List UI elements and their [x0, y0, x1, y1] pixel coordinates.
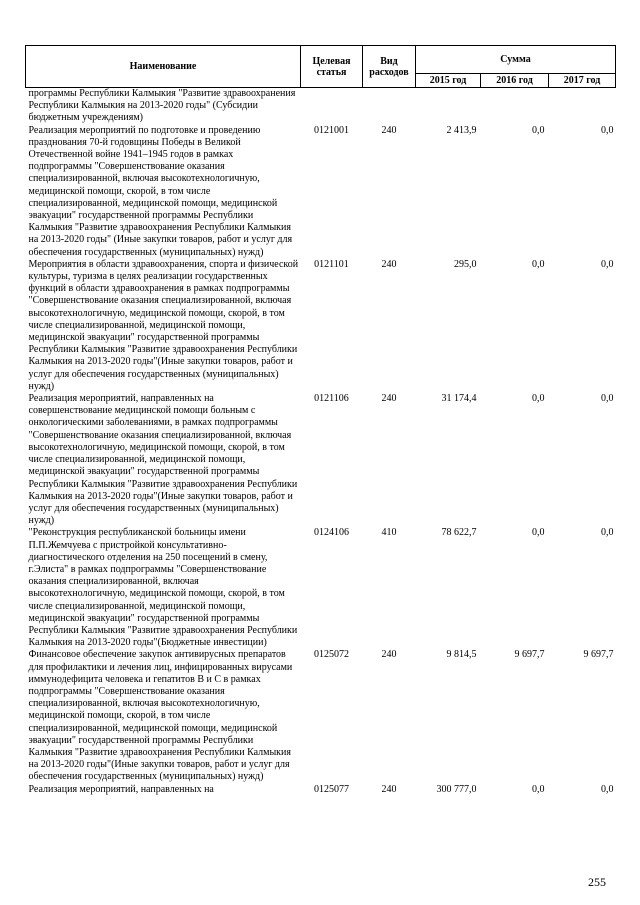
- page-number: 255: [588, 875, 606, 889]
- table-row: [26, 527, 616, 649]
- row-sum-2017: 0,0: [601, 258, 614, 270]
- row-sum-2015: 295,0: [454, 258, 477, 270]
- row-target-article: 0125072: [314, 649, 349, 661]
- row-sum-2015: 31 174,4: [441, 393, 477, 405]
- table-row: [26, 649, 616, 783]
- header-year-2017: 2017 год: [549, 74, 616, 88]
- row-sum-2015: 78 622,7: [441, 527, 477, 539]
- row-sum-2017: 0,0: [601, 527, 614, 539]
- row-name: Мероприятия в области здравоохранения, спорта и физической культуры, туризма в целях реализации государственных функций в области здравоохранения в рамках подпрограммы "Совершенствование оказания специализированной, включая высокотехнологичную, медицинской помощи, скорой, в том числе специализированной, медицинской помощи, медицинской эвакуации" государственной программы Республики Калмыкия "Развитие здравоохранения Республики Калмыкия на 2013-2020 годы"(Иные закупки товаров, работ и услуг для обеспечения государственных (муниципальных) нужд): [28, 258, 299, 392]
- header-year-2015: 2015 год: [416, 74, 481, 88]
- row-expense-type: 240: [381, 393, 397, 405]
- budget-table: [25, 45, 616, 796]
- row-expense-type: 240: [381, 124, 397, 136]
- row-target-article: 0121106: [314, 393, 349, 405]
- row-expense-type: 240: [381, 783, 397, 795]
- header-name: Наименование: [26, 46, 301, 88]
- row-target-article: 0124106: [314, 527, 349, 539]
- row-sum-2016: 0,0: [532, 527, 545, 539]
- row-name: "Реконструкция республиканской больницы имени П.П.Жемчуева с пристройкой консультативно-диагностического отделения на 250 посещений в смену, г.Элиста" в рамках подпрограммы "Совершенствование оказания специализированной, включая высокотехнологичную, медицинской помощи, скорой, в том числе специализированной, медицинской помощи, медицинской эвакуации" государственной программы Республики Калмыкия "Развитие здравоохранения Республики Калмыкия на 2013-2020 годы"(Бюджетные инвестиции): [28, 527, 298, 649]
- header-year-2016: 2016 год: [481, 74, 549, 88]
- row-target-article: 0125077: [314, 783, 349, 795]
- header-sum: Сумма: [416, 46, 616, 74]
- table-header: [26, 46, 616, 88]
- row-expense-type: 240: [381, 258, 397, 270]
- row-sum-2016: 0,0: [532, 258, 545, 270]
- row-name: Реализация мероприятий по подготовке и проведению празднования 70-й годовщины Победы в Великой Отечественной войне 1941–1945 годов в рамках подпрограммы "Совершенствование оказания специализированной, включая высокотехнологичную, медицинской помощи, скорой, в том числе специализированной, медицинской помощи, медицинской эвакуации" государственной программы Республики Калмыкия "Развитие здравоохранения Республики Калмыкия на 2013-2020 годы" (Иные закупки товаров, работ и услуг для обеспечения государственных (муниципальных) нужд): [28, 124, 293, 258]
- row-target-article: 0121001: [314, 124, 349, 136]
- row-sum-2016: 0,0: [532, 783, 545, 795]
- row-sum-2017: 0,0: [601, 783, 614, 795]
- row-target-article: 0121101: [314, 258, 349, 270]
- row-sum-2016: [481, 88, 549, 125]
- row-expense-type: [363, 88, 416, 125]
- table-row: [26, 259, 616, 393]
- row-sum-2016: 9 697,7: [514, 649, 545, 661]
- header-target-article: Целевая статья: [301, 46, 363, 88]
- header-expense-type: Вид расходов: [363, 46, 416, 88]
- row-expense-type: 410: [381, 527, 397, 539]
- table-row: [26, 393, 616, 527]
- row-name: Реализация мероприятий, направленных на совершенствование медицинской помощи больным с онкологическими заболеваниями, в рамках подпрограммы "Совершенствование оказания специализированной, включая высокотехнологичную, медицинской помощи, скорой, в том числе специализированной, медицинской помощи, медицинской эвакуации" государственной программы Республики Калмыкия "Развитие здравоохранения Республики Калмыкия на 2013-2020 годы"(Иные закупки товаров, работ и услуг для обеспечения государственных (муниципальных) нужд): [28, 393, 298, 527]
- row-sum-2016: 0,0: [532, 393, 545, 405]
- row-name: Финансовое обеспечение закупок антивирусных препаратов для профилактики и лечения лиц, инфицированных вирусами иммунодефицита человека и гепатитов В и С в рамках подпрограммы "Совершенствование оказания специализированной, включая высокотехнологичную, медицинской помощи, скорой, в том числе специализированной, медицинской помощи, медицинской эвакуации" государственной программы Республики Калмыкия "Развитие здравоохранения Республики Калмыкия на 2013-2020 годы"(Иные закупки товаров, работ и услуг для обеспечения государственных (муниципальных) нужд): [28, 649, 293, 783]
- row-name: Реализация мероприятий, направленных на: [28, 783, 214, 795]
- row-target-article: [301, 88, 363, 125]
- row-sum-2015: 9 814,5: [446, 649, 477, 661]
- table-row: [26, 88, 616, 125]
- row-sum-2017: [549, 88, 616, 125]
- row-sum-2017: 9 697,7: [583, 649, 614, 661]
- row-sum-2016: 0,0: [532, 124, 545, 136]
- row-sum-2015: [416, 88, 481, 125]
- row-sum-2017: 0,0: [601, 393, 614, 405]
- table-row: [26, 125, 616, 259]
- row-sum-2015: 2 413,9: [446, 124, 477, 136]
- row-sum-2015: 300 777,0: [436, 783, 477, 795]
- row-sum-2017: 0,0: [601, 124, 614, 136]
- table-body: [26, 88, 616, 796]
- row-expense-type: 240: [381, 649, 397, 661]
- table-row: [26, 784, 616, 796]
- row-name: программы Республики Калмыкия "Развитие здравоохранения Республики Калмыкия на 2013-2020 годы" (Субсидии бюджетным учреждениям): [28, 88, 296, 124]
